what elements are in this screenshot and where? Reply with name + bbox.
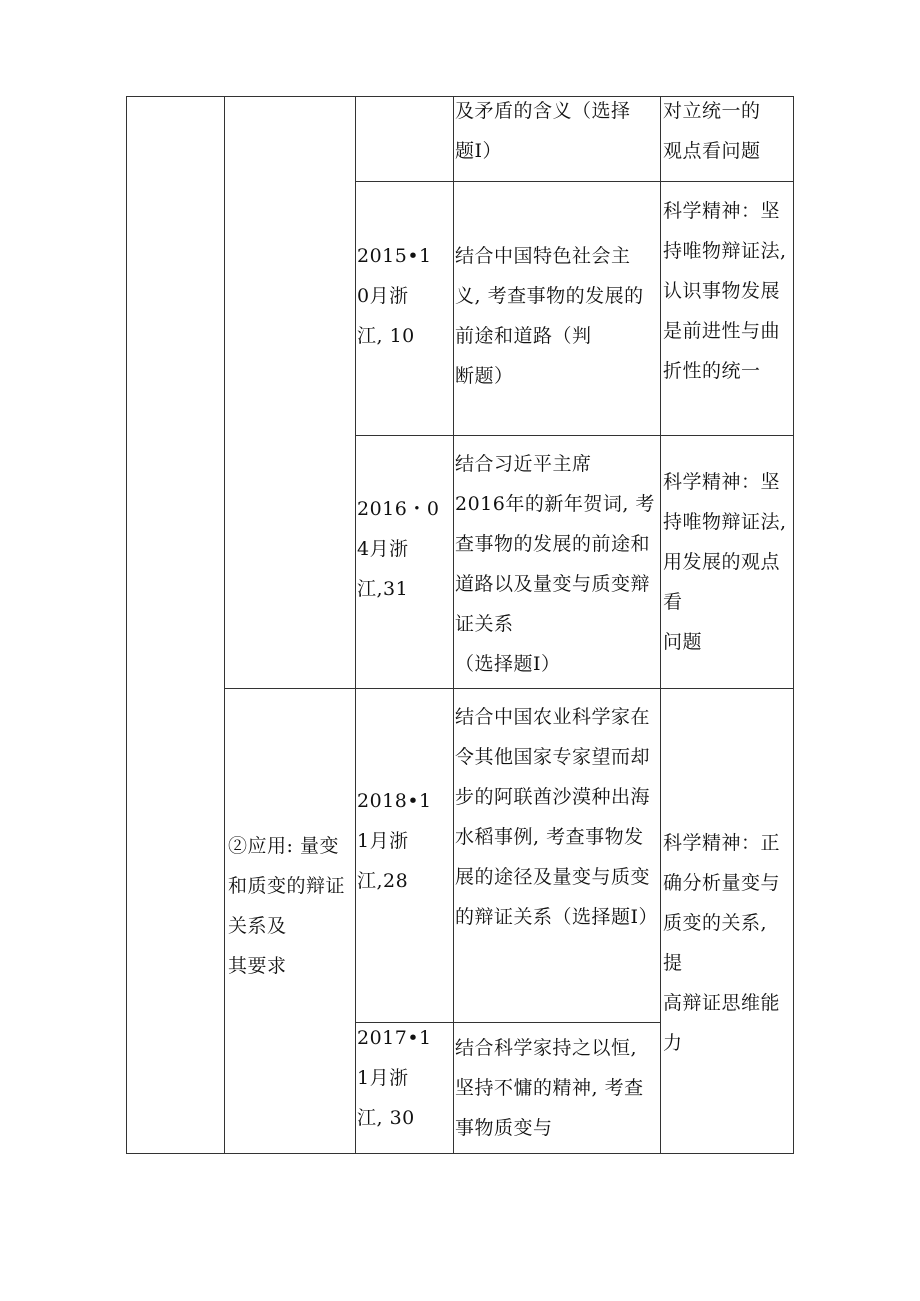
table-cell-date: 2018•1 1月浙 江,28 <box>357 790 432 892</box>
table-cell-literacy: 科学精神：坚 持唯物辩证法, 认识事物发展 是前进性与曲 折性的统一 <box>663 200 787 382</box>
table-cell-topic: 结合中国特色社会主 义, 考查事物的发展的 前途和道路（判 断题） <box>455 245 644 387</box>
column-divider <box>453 97 454 1153</box>
table-cell-topic: 结合中国农业科学家在 令其他国家专家望而却 步的阿联酋沙漠种出海 水稻事例, 考查事物发 展的途径及量变与质变 的辩证关系（选择题I） <box>455 706 659 928</box>
table-cell-literacy: 对立统一的 观点看问题 <box>663 100 761 162</box>
column-divider <box>660 97 661 1153</box>
row-divider <box>224 688 794 689</box>
table-cell-literacy: 科学精神：正 确分析量变与 质变的关系, 提 高辩证思维能 力 <box>663 832 781 1054</box>
table-cell-date: 2016・0 4月浙 江,31 <box>357 498 440 600</box>
table-cell-topic: 结合习近平主席 2016年的新年贺词, 考 查事物的发展的前途和 道路以及量变与质变辩 证关系 （选择题I） <box>455 453 655 675</box>
table-cell-topic: 及矛盾的含义（选择 题I） <box>455 100 631 162</box>
table-cell-date: 2017•1 1月浙 江, 30 <box>357 1027 432 1129</box>
table-cell-topic: 结合科学家持之以恒, 坚持不慵的精神, 考查 事物质变与 <box>455 1037 644 1139</box>
table-cell-date: 2015•1 0月浙 江, 10 <box>357 245 432 347</box>
table-cell-literacy: 科学精神：坚 持唯物辩证法, 用发展的观点 看 问题 <box>663 471 787 653</box>
row-divider <box>355 435 794 436</box>
table-cell-knowledge: ②应用: 量变 和质变的辩证 关系及 其要求 <box>228 835 346 977</box>
column-divider <box>355 97 356 1153</box>
column-divider <box>224 97 225 1153</box>
row-divider <box>355 181 794 182</box>
